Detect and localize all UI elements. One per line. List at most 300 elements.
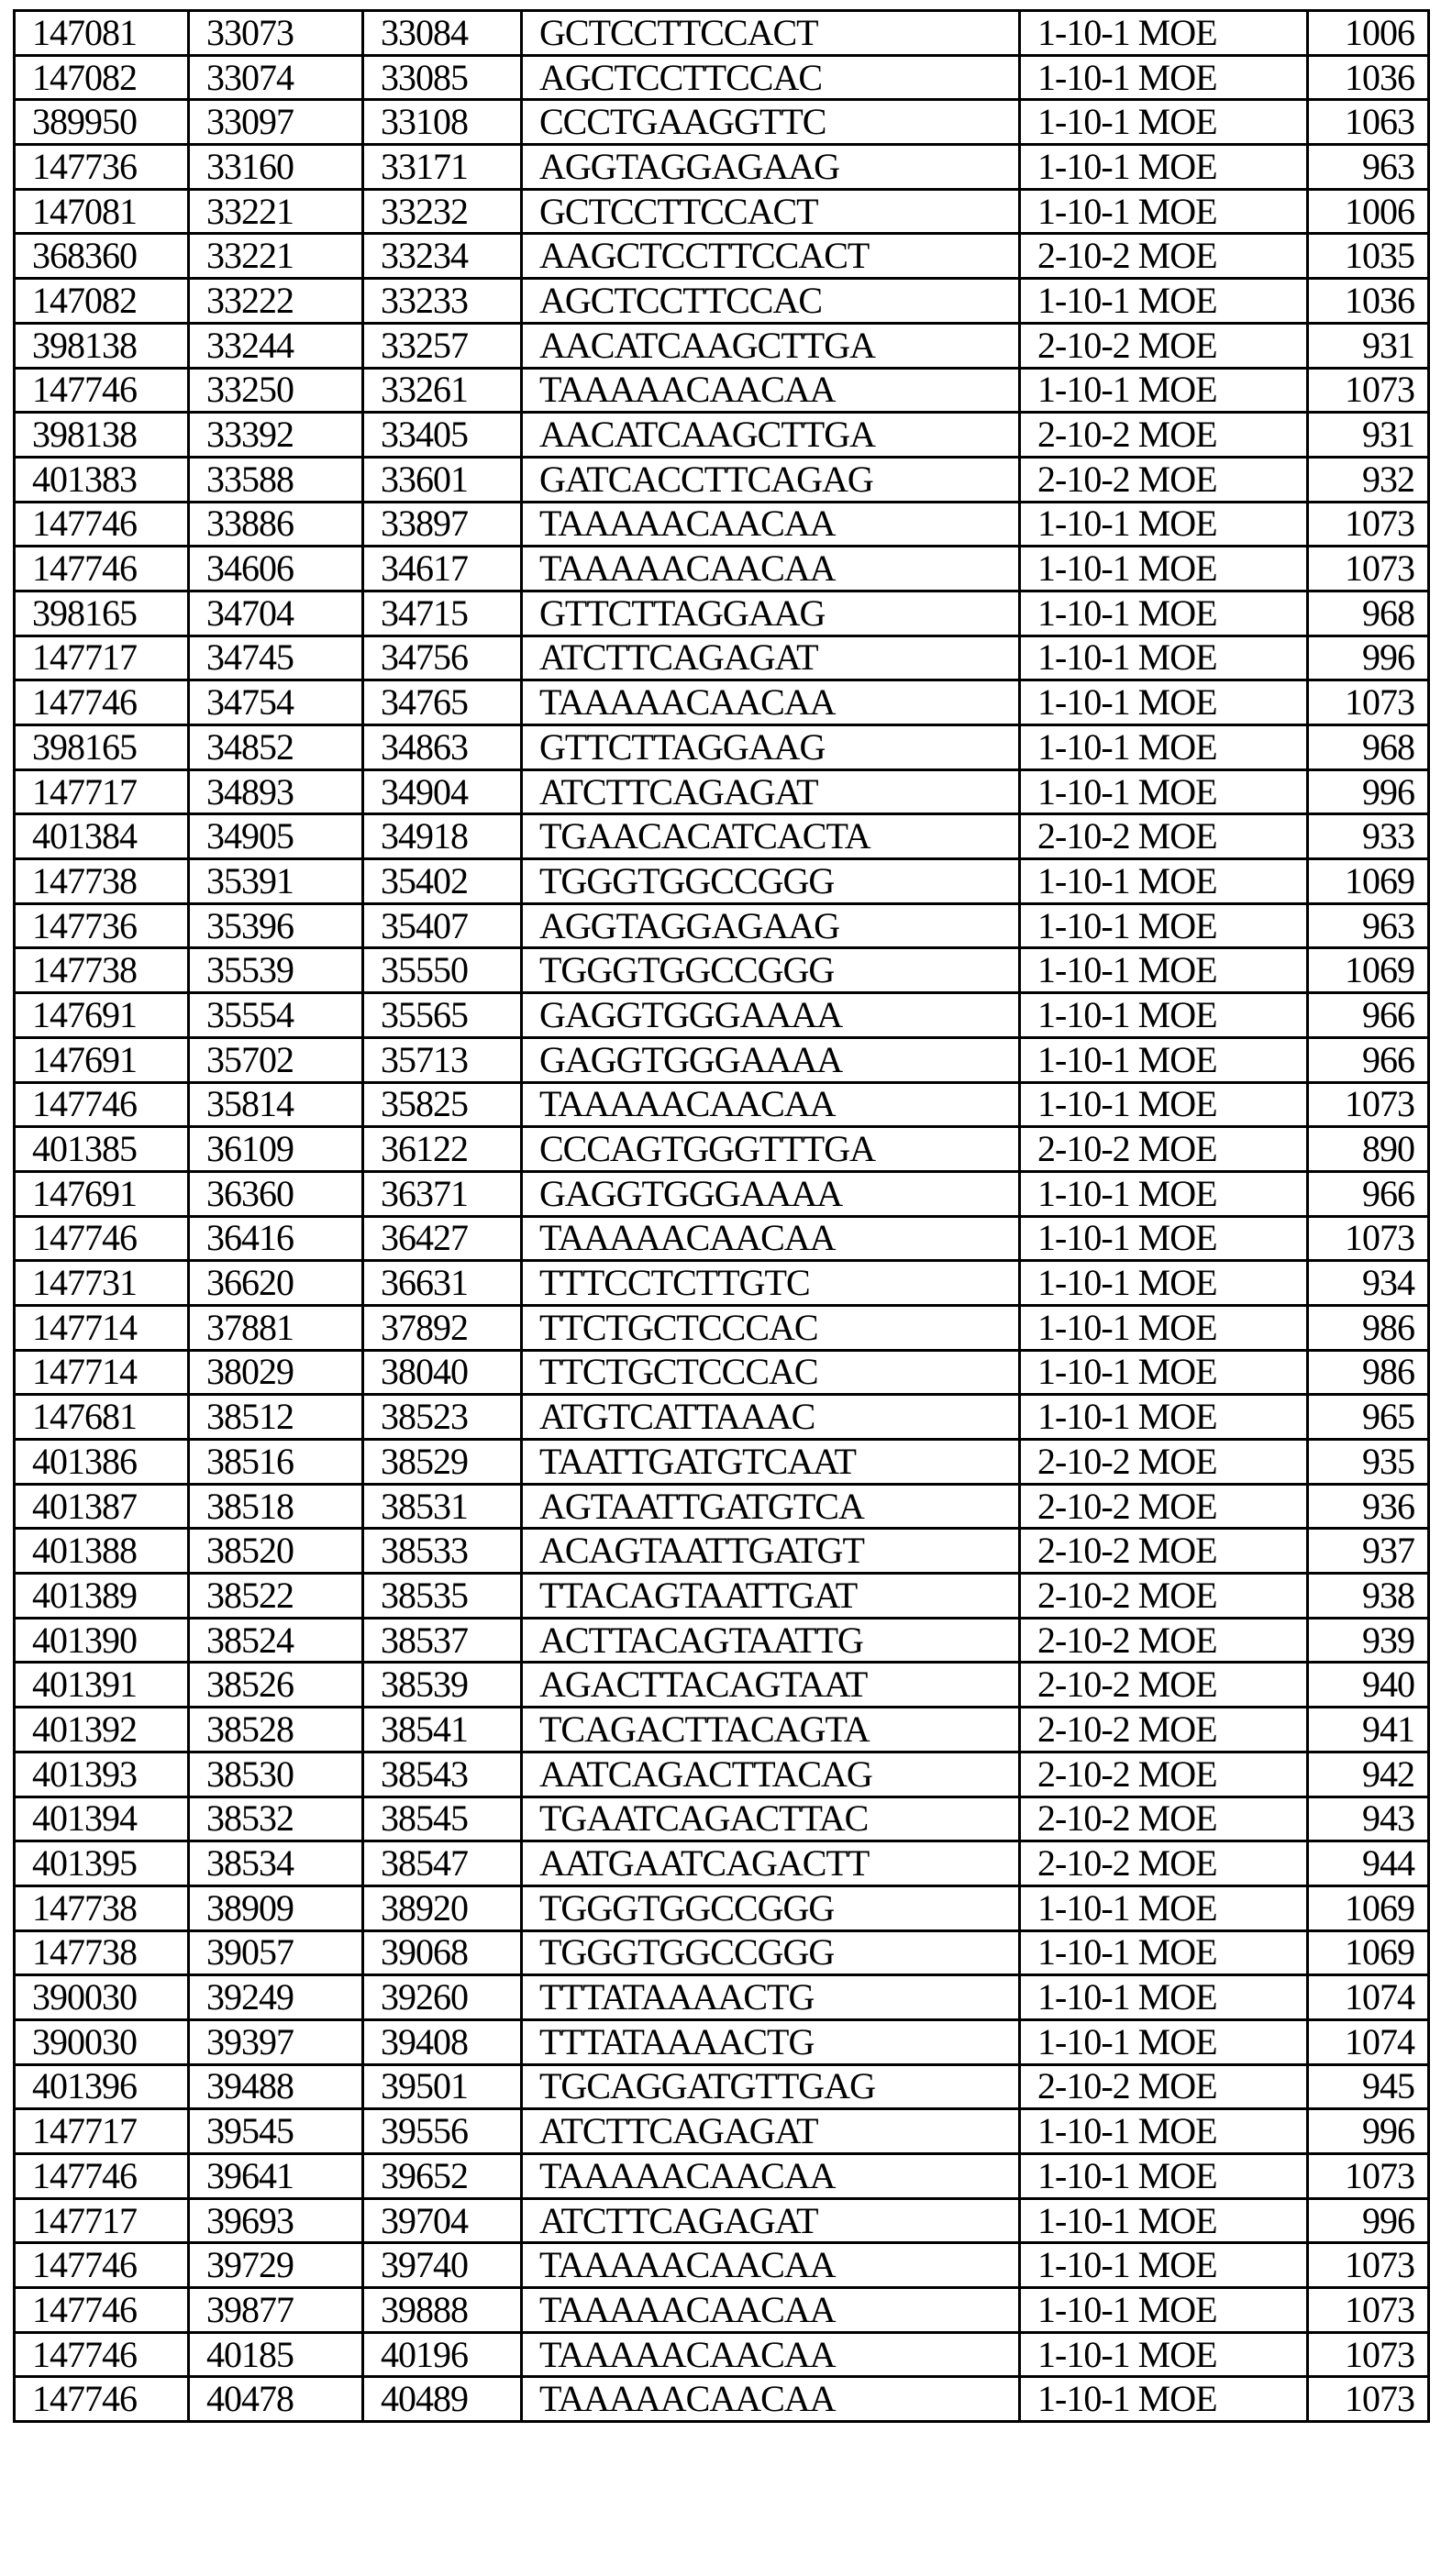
seq-id-cell: 965 [1308, 1395, 1429, 1440]
isis-number-cell: 147738 [15, 1885, 189, 1930]
table-row [15, 189, 1429, 234]
isis-number-cell: 147082 [15, 279, 189, 324]
motif-cell: 1-10-1 MOE [1020, 769, 1308, 814]
start-site-cell: 33244 [189, 323, 363, 368]
motif-cell: 2-10-2 MOE [1020, 1529, 1308, 1574]
stop-site-cell: 33108 [363, 100, 522, 145]
seq-id-cell: 966 [1308, 1171, 1429, 1216]
motif-cell: 1-10-1 MOE [1020, 1930, 1308, 1975]
isis-number-cell: 147717 [15, 636, 189, 680]
table-row [15, 636, 1429, 680]
table-row [15, 1261, 1429, 1306]
table-row [15, 2064, 1429, 2109]
stop-site-cell: 33405 [363, 413, 522, 458]
sequence-cell: TAAAAACAACAA [522, 2243, 1020, 2288]
seq-id-cell: 1069 [1308, 1885, 1429, 1930]
seq-id-cell: 1073 [1308, 2377, 1429, 2422]
stop-site-cell: 35550 [363, 948, 522, 993]
start-site-cell: 38526 [189, 1663, 363, 1708]
start-site-cell: 39397 [189, 2019, 363, 2064]
table-row [15, 547, 1429, 591]
motif-cell: 1-10-1 MOE [1020, 680, 1308, 725]
isis-number-cell: 389950 [15, 100, 189, 145]
seq-id-cell: 996 [1308, 769, 1429, 814]
seq-id-cell: 931 [1308, 413, 1429, 458]
sequence-cell: ACAGTAATTGATGT [522, 1529, 1020, 1574]
sequence-cell: TGAATCAGACTTAC [522, 1797, 1020, 1841]
isis-number-cell: 147738 [15, 859, 189, 904]
table-row [15, 1216, 1429, 1261]
motif-cell: 1-10-1 MOE [1020, 11, 1308, 56]
isis-number-cell: 147746 [15, 368, 189, 413]
isis-number-cell: 398138 [15, 413, 189, 458]
seq-id-cell: 996 [1308, 2109, 1429, 2154]
table-row [15, 1082, 1429, 1127]
motif-cell: 1-10-1 MOE [1020, 2243, 1308, 2288]
table-row [15, 2288, 1429, 2333]
motif-cell: 1-10-1 MOE [1020, 1171, 1308, 1216]
seq-id-cell: 1036 [1308, 55, 1429, 100]
motif-cell: 2-10-2 MOE [1020, 413, 1308, 458]
stop-site-cell: 35825 [363, 1082, 522, 1127]
isis-number-cell: 401393 [15, 1752, 189, 1797]
table-row [15, 1752, 1429, 1797]
motif-cell: 1-10-1 MOE [1020, 55, 1308, 100]
isis-number-cell: 401392 [15, 1708, 189, 1752]
motif-cell: 1-10-1 MOE [1020, 903, 1308, 948]
seq-id-cell: 968 [1308, 591, 1429, 636]
seq-id-cell: 1073 [1308, 1082, 1429, 1127]
start-site-cell: 34905 [189, 814, 363, 859]
seq-id-cell: 996 [1308, 636, 1429, 680]
isis-number-cell: 147731 [15, 1261, 189, 1306]
stop-site-cell: 40196 [363, 2332, 522, 2377]
stop-site-cell: 38535 [363, 1574, 522, 1619]
table-row [15, 948, 1429, 993]
stop-site-cell: 33085 [363, 55, 522, 100]
motif-cell: 1-10-1 MOE [1020, 502, 1308, 547]
start-site-cell: 39693 [189, 2198, 363, 2243]
sequence-cell: GAGGTGGGAAAA [522, 993, 1020, 1038]
start-site-cell: 33160 [189, 145, 363, 190]
seq-id-cell: 968 [1308, 725, 1429, 770]
start-site-cell: 34852 [189, 725, 363, 770]
table-row [15, 1663, 1429, 1708]
stop-site-cell: 38040 [363, 1350, 522, 1395]
isis-number-cell: 401395 [15, 1841, 189, 1886]
seq-id-cell: 942 [1308, 1752, 1429, 1797]
motif-cell: 1-10-1 MOE [1020, 2019, 1308, 2064]
start-site-cell: 39729 [189, 2243, 363, 2288]
isis-number-cell: 401396 [15, 2064, 189, 2109]
motif-cell: 1-10-1 MOE [1020, 1885, 1308, 1930]
isis-number-cell: 401390 [15, 1618, 189, 1663]
table-row [15, 1930, 1429, 1975]
isis-number-cell: 401384 [15, 814, 189, 859]
table-row [15, 1395, 1429, 1440]
stop-site-cell: 38531 [363, 1484, 522, 1529]
motif-cell: 2-10-2 MOE [1020, 1708, 1308, 1752]
table-row [15, 457, 1429, 502]
motif-cell: 1-10-1 MOE [1020, 1975, 1308, 2020]
stop-site-cell: 38545 [363, 1797, 522, 1841]
isis-number-cell: 147736 [15, 145, 189, 190]
seq-id-cell: 934 [1308, 1261, 1429, 1306]
sequence-cell: TTCTGCTCCCAC [522, 1305, 1020, 1350]
seq-id-cell: 996 [1308, 2198, 1429, 2243]
sequence-cell: TTTCCTCTTGTC [522, 1261, 1020, 1306]
start-site-cell: 35702 [189, 1037, 363, 1082]
isis-number-cell: 398165 [15, 591, 189, 636]
motif-cell: 1-10-1 MOE [1020, 145, 1308, 190]
table-row [15, 725, 1429, 770]
motif-cell: 1-10-1 MOE [1020, 1305, 1308, 1350]
seq-id-cell: 890 [1308, 1127, 1429, 1172]
isis-number-cell: 147714 [15, 1305, 189, 1350]
table-row [15, 2109, 1429, 2154]
seq-id-cell: 963 [1308, 903, 1429, 948]
motif-cell: 1-10-1 MOE [1020, 1037, 1308, 1082]
start-site-cell: 38528 [189, 1708, 363, 1752]
stop-site-cell: 38523 [363, 1395, 522, 1440]
stop-site-cell: 36371 [363, 1171, 522, 1216]
isis-number-cell: 147717 [15, 2198, 189, 2243]
seq-id-cell: 966 [1308, 1037, 1429, 1082]
sequence-cell: TGGGTGGCCGGG [522, 1930, 1020, 1975]
motif-cell: 1-10-1 MOE [1020, 725, 1308, 770]
isis-number-cell: 401385 [15, 1127, 189, 1172]
start-site-cell: 35814 [189, 1082, 363, 1127]
isis-number-cell: 390030 [15, 2019, 189, 2064]
isis-number-cell: 401386 [15, 1440, 189, 1485]
stop-site-cell: 39740 [363, 2243, 522, 2288]
sequence-cell: AGCTCCTTCCAC [522, 55, 1020, 100]
seq-id-cell: 1074 [1308, 1975, 1429, 2020]
sequence-cell: GCTCCTTCCACT [522, 189, 1020, 234]
stop-site-cell: 34863 [363, 725, 522, 770]
start-site-cell: 33074 [189, 55, 363, 100]
table-row [15, 591, 1429, 636]
table-row [15, 502, 1429, 547]
isis-number-cell: 147746 [15, 502, 189, 547]
seq-id-cell: 943 [1308, 1797, 1429, 1841]
start-site-cell: 33588 [189, 457, 363, 502]
sequence-cell: TCAGACTTACAGTA [522, 1708, 1020, 1752]
motif-cell: 1-10-1 MOE [1020, 591, 1308, 636]
start-site-cell: 33250 [189, 368, 363, 413]
stop-site-cell: 33084 [363, 11, 522, 56]
start-site-cell: 38909 [189, 1885, 363, 1930]
start-site-cell: 33073 [189, 11, 363, 56]
sequence-cell: CCCTGAAGGTTC [522, 100, 1020, 145]
motif-cell: 2-10-2 MOE [1020, 1440, 1308, 1485]
stop-site-cell: 34715 [363, 591, 522, 636]
table-row [15, 1841, 1429, 1886]
stop-site-cell: 33261 [363, 368, 522, 413]
sequence-cell: AGGTAGGAGAAG [522, 145, 1020, 190]
table-row [15, 769, 1429, 814]
sequence-cell: GAGGTGGGAAAA [522, 1171, 1020, 1216]
stop-site-cell: 37892 [363, 1305, 522, 1350]
isis-number-cell: 147746 [15, 1216, 189, 1261]
motif-cell: 1-10-1 MOE [1020, 2198, 1308, 2243]
seq-id-cell: 939 [1308, 1618, 1429, 1663]
isis-number-cell: 368360 [15, 234, 189, 279]
motif-cell: 2-10-2 MOE [1020, 1752, 1308, 1797]
seq-id-cell: 944 [1308, 1841, 1429, 1886]
seq-id-cell: 940 [1308, 1663, 1429, 1708]
stop-site-cell: 38920 [363, 1885, 522, 1930]
table-row [15, 2154, 1429, 2199]
start-site-cell: 33097 [189, 100, 363, 145]
seq-id-cell: 1073 [1308, 680, 1429, 725]
start-site-cell: 35396 [189, 903, 363, 948]
seq-id-cell: 1073 [1308, 2243, 1429, 2288]
start-site-cell: 33392 [189, 413, 363, 458]
table-row [15, 2377, 1429, 2422]
start-site-cell: 38534 [189, 1841, 363, 1886]
stop-site-cell: 38539 [363, 1663, 522, 1708]
table-row [15, 1171, 1429, 1216]
table-body [15, 11, 1429, 2422]
start-site-cell: 38522 [189, 1574, 363, 1619]
motif-cell: 1-10-1 MOE [1020, 2109, 1308, 2154]
seq-id-cell: 1073 [1308, 1216, 1429, 1261]
table-row [15, 413, 1429, 458]
seq-id-cell: 1073 [1308, 2154, 1429, 2199]
motif-cell: 1-10-1 MOE [1020, 279, 1308, 324]
isis-number-cell: 147081 [15, 11, 189, 56]
start-site-cell: 33886 [189, 502, 363, 547]
sequence-cell: TAATTGATGTCAAT [522, 1440, 1020, 1485]
isis-number-cell: 147746 [15, 2154, 189, 2199]
stop-site-cell: 38537 [363, 1618, 522, 1663]
motif-cell: 2-10-2 MOE [1020, 1484, 1308, 1529]
start-site-cell: 38516 [189, 1440, 363, 1485]
isis-number-cell: 147717 [15, 2109, 189, 2154]
sequence-cell: ATGTCATTAAAC [522, 1395, 1020, 1440]
table-row [15, 1708, 1429, 1752]
sequence-cell: TGAACACATCACTA [522, 814, 1020, 859]
table-row [15, 814, 1429, 859]
isis-number-cell: 147691 [15, 1037, 189, 1082]
start-site-cell: 38524 [189, 1618, 363, 1663]
table-row [15, 1797, 1429, 1841]
stop-site-cell: 33897 [363, 502, 522, 547]
isis-number-cell: 401387 [15, 1484, 189, 1529]
sequence-cell: TAAAAACAACAA [522, 1216, 1020, 1261]
table-row [15, 993, 1429, 1038]
sequence-cell: GATCACCTTCAGAG [522, 457, 1020, 502]
seq-id-cell: 933 [1308, 814, 1429, 859]
sequence-cell: GAGGTGGGAAAA [522, 1037, 1020, 1082]
isis-number-cell: 147746 [15, 2332, 189, 2377]
start-site-cell: 33221 [189, 234, 363, 279]
start-site-cell: 38520 [189, 1529, 363, 1574]
stop-site-cell: 33232 [363, 189, 522, 234]
sequence-cell: TTCTGCTCCCAC [522, 1350, 1020, 1395]
table-row [15, 1885, 1429, 1930]
stop-site-cell: 33233 [363, 279, 522, 324]
table-row [15, 323, 1429, 368]
sequence-cell: TGGGTGGCCGGG [522, 1885, 1020, 1930]
table-row [15, 145, 1429, 190]
motif-cell: 1-10-1 MOE [1020, 2332, 1308, 2377]
start-site-cell: 38029 [189, 1350, 363, 1395]
seq-id-cell: 963 [1308, 145, 1429, 190]
start-site-cell: 34745 [189, 636, 363, 680]
table-row [15, 279, 1429, 324]
oligo-sequence-table [13, 9, 1430, 2423]
start-site-cell: 40478 [189, 2377, 363, 2422]
isis-number-cell: 401383 [15, 457, 189, 502]
isis-number-cell: 147736 [15, 903, 189, 948]
isis-number-cell: 390030 [15, 1975, 189, 2020]
motif-cell: 2-10-2 MOE [1020, 1797, 1308, 1841]
table-row [15, 1037, 1429, 1082]
start-site-cell: 34754 [189, 680, 363, 725]
motif-cell: 1-10-1 MOE [1020, 189, 1308, 234]
sequence-cell: TAAAAACAACAA [522, 547, 1020, 591]
seq-id-cell: 935 [1308, 1440, 1429, 1485]
stop-site-cell: 40489 [363, 2377, 522, 2422]
seq-id-cell: 945 [1308, 2064, 1429, 2109]
stop-site-cell: 33234 [363, 234, 522, 279]
start-site-cell: 35539 [189, 948, 363, 993]
seq-id-cell: 931 [1308, 323, 1429, 368]
stop-site-cell: 38547 [363, 1841, 522, 1886]
stop-site-cell: 35713 [363, 1037, 522, 1082]
start-site-cell: 34606 [189, 547, 363, 591]
sequence-cell: TAAAAACAACAA [522, 2154, 1020, 2199]
sequence-cell: TAAAAACAACAA [522, 680, 1020, 725]
isis-number-cell: 147738 [15, 948, 189, 993]
motif-cell: 2-10-2 MOE [1020, 2064, 1308, 2109]
sequence-cell: AATGAATCAGACTT [522, 1841, 1020, 1886]
start-site-cell: 36109 [189, 1127, 363, 1172]
seq-id-cell: 1063 [1308, 100, 1429, 145]
sequence-cell: ATCTTCAGAGAT [522, 2198, 1020, 2243]
seq-id-cell: 966 [1308, 993, 1429, 1038]
motif-cell: 1-10-1 MOE [1020, 100, 1308, 145]
motif-cell: 2-10-2 MOE [1020, 234, 1308, 279]
isis-number-cell: 401389 [15, 1574, 189, 1619]
seq-id-cell: 1073 [1308, 2288, 1429, 2333]
start-site-cell: 38532 [189, 1797, 363, 1841]
sequence-cell: TTTATAAAACTG [522, 1975, 1020, 2020]
table-row [15, 1127, 1429, 1172]
motif-cell: 1-10-1 MOE [1020, 368, 1308, 413]
motif-cell: 2-10-2 MOE [1020, 1618, 1308, 1663]
motif-cell: 2-10-2 MOE [1020, 1663, 1308, 1708]
table-row [15, 1305, 1429, 1350]
motif-cell: 1-10-1 MOE [1020, 1261, 1308, 1306]
start-site-cell: 39877 [189, 2288, 363, 2333]
sequence-cell: TGGGTGGCCGGG [522, 859, 1020, 904]
table-row [15, 234, 1429, 279]
stop-site-cell: 39260 [363, 1975, 522, 2020]
table-row [15, 903, 1429, 948]
start-site-cell: 38530 [189, 1752, 363, 1797]
isis-number-cell: 147714 [15, 1350, 189, 1395]
start-site-cell: 39641 [189, 2154, 363, 2199]
sequence-cell: TGCAGGATGTTGAG [522, 2064, 1020, 2109]
motif-cell: 2-10-2 MOE [1020, 323, 1308, 368]
table-row [15, 11, 1429, 56]
motif-cell: 2-10-2 MOE [1020, 1841, 1308, 1886]
seq-id-cell: 1069 [1308, 948, 1429, 993]
stop-site-cell: 36427 [363, 1216, 522, 1261]
sequence-cell: ATCTTCAGAGAT [522, 2109, 1020, 2154]
table-row [15, 1975, 1429, 2020]
stop-site-cell: 39556 [363, 2109, 522, 2154]
sequence-cell: AATCAGACTTACAG [522, 1752, 1020, 1797]
isis-number-cell: 147746 [15, 1082, 189, 1127]
table-row [15, 368, 1429, 413]
sequence-cell: TAAAAACAACAA [522, 2332, 1020, 2377]
isis-number-cell: 147746 [15, 2288, 189, 2333]
stop-site-cell: 39704 [363, 2198, 522, 2243]
stop-site-cell: 34904 [363, 769, 522, 814]
table-row [15, 1529, 1429, 1574]
isis-number-cell: 147746 [15, 547, 189, 591]
seq-id-cell: 1036 [1308, 279, 1429, 324]
seq-id-cell: 1006 [1308, 189, 1429, 234]
stop-site-cell: 39888 [363, 2288, 522, 2333]
isis-number-cell: 147738 [15, 1930, 189, 1975]
sequence-cell: TAAAAACAACAA [522, 2288, 1020, 2333]
isis-number-cell: 147746 [15, 2243, 189, 2288]
seq-id-cell: 937 [1308, 1529, 1429, 1574]
motif-cell: 2-10-2 MOE [1020, 1574, 1308, 1619]
seq-id-cell: 1035 [1308, 234, 1429, 279]
start-site-cell: 35391 [189, 859, 363, 904]
start-site-cell: 34893 [189, 769, 363, 814]
stop-site-cell: 36122 [363, 1127, 522, 1172]
stop-site-cell: 33601 [363, 457, 522, 502]
isis-number-cell: 147746 [15, 680, 189, 725]
seq-id-cell: 1073 [1308, 547, 1429, 591]
motif-cell: 1-10-1 MOE [1020, 2154, 1308, 2199]
motif-cell: 2-10-2 MOE [1020, 814, 1308, 859]
motif-cell: 1-10-1 MOE [1020, 2288, 1308, 2333]
sequence-cell: AGACTTACAGTAAT [522, 1663, 1020, 1708]
stop-site-cell: 34918 [363, 814, 522, 859]
seq-id-cell: 986 [1308, 1350, 1429, 1395]
seq-id-cell: 941 [1308, 1708, 1429, 1752]
seq-id-cell: 936 [1308, 1484, 1429, 1529]
start-site-cell: 39249 [189, 1975, 363, 2020]
seq-id-cell: 1074 [1308, 2019, 1429, 2064]
isis-number-cell: 147082 [15, 55, 189, 100]
motif-cell: 2-10-2 MOE [1020, 1127, 1308, 1172]
isis-number-cell: 147746 [15, 2377, 189, 2422]
sequence-cell: ATCTTCAGAGAT [522, 636, 1020, 680]
sequence-cell: GTTCTTAGGAAG [522, 591, 1020, 636]
table-row [15, 100, 1429, 145]
table-row [15, 1484, 1429, 1529]
isis-number-cell: 398138 [15, 323, 189, 368]
start-site-cell: 34704 [189, 591, 363, 636]
stop-site-cell: 33171 [363, 145, 522, 190]
start-site-cell: 37881 [189, 1305, 363, 1350]
start-site-cell: 40185 [189, 2332, 363, 2377]
start-site-cell: 35554 [189, 993, 363, 1038]
isis-number-cell: 401388 [15, 1529, 189, 1574]
sequence-cell: TAAAAACAACAA [522, 1082, 1020, 1127]
stop-site-cell: 39408 [363, 2019, 522, 2064]
seq-id-cell: 986 [1308, 1305, 1429, 1350]
